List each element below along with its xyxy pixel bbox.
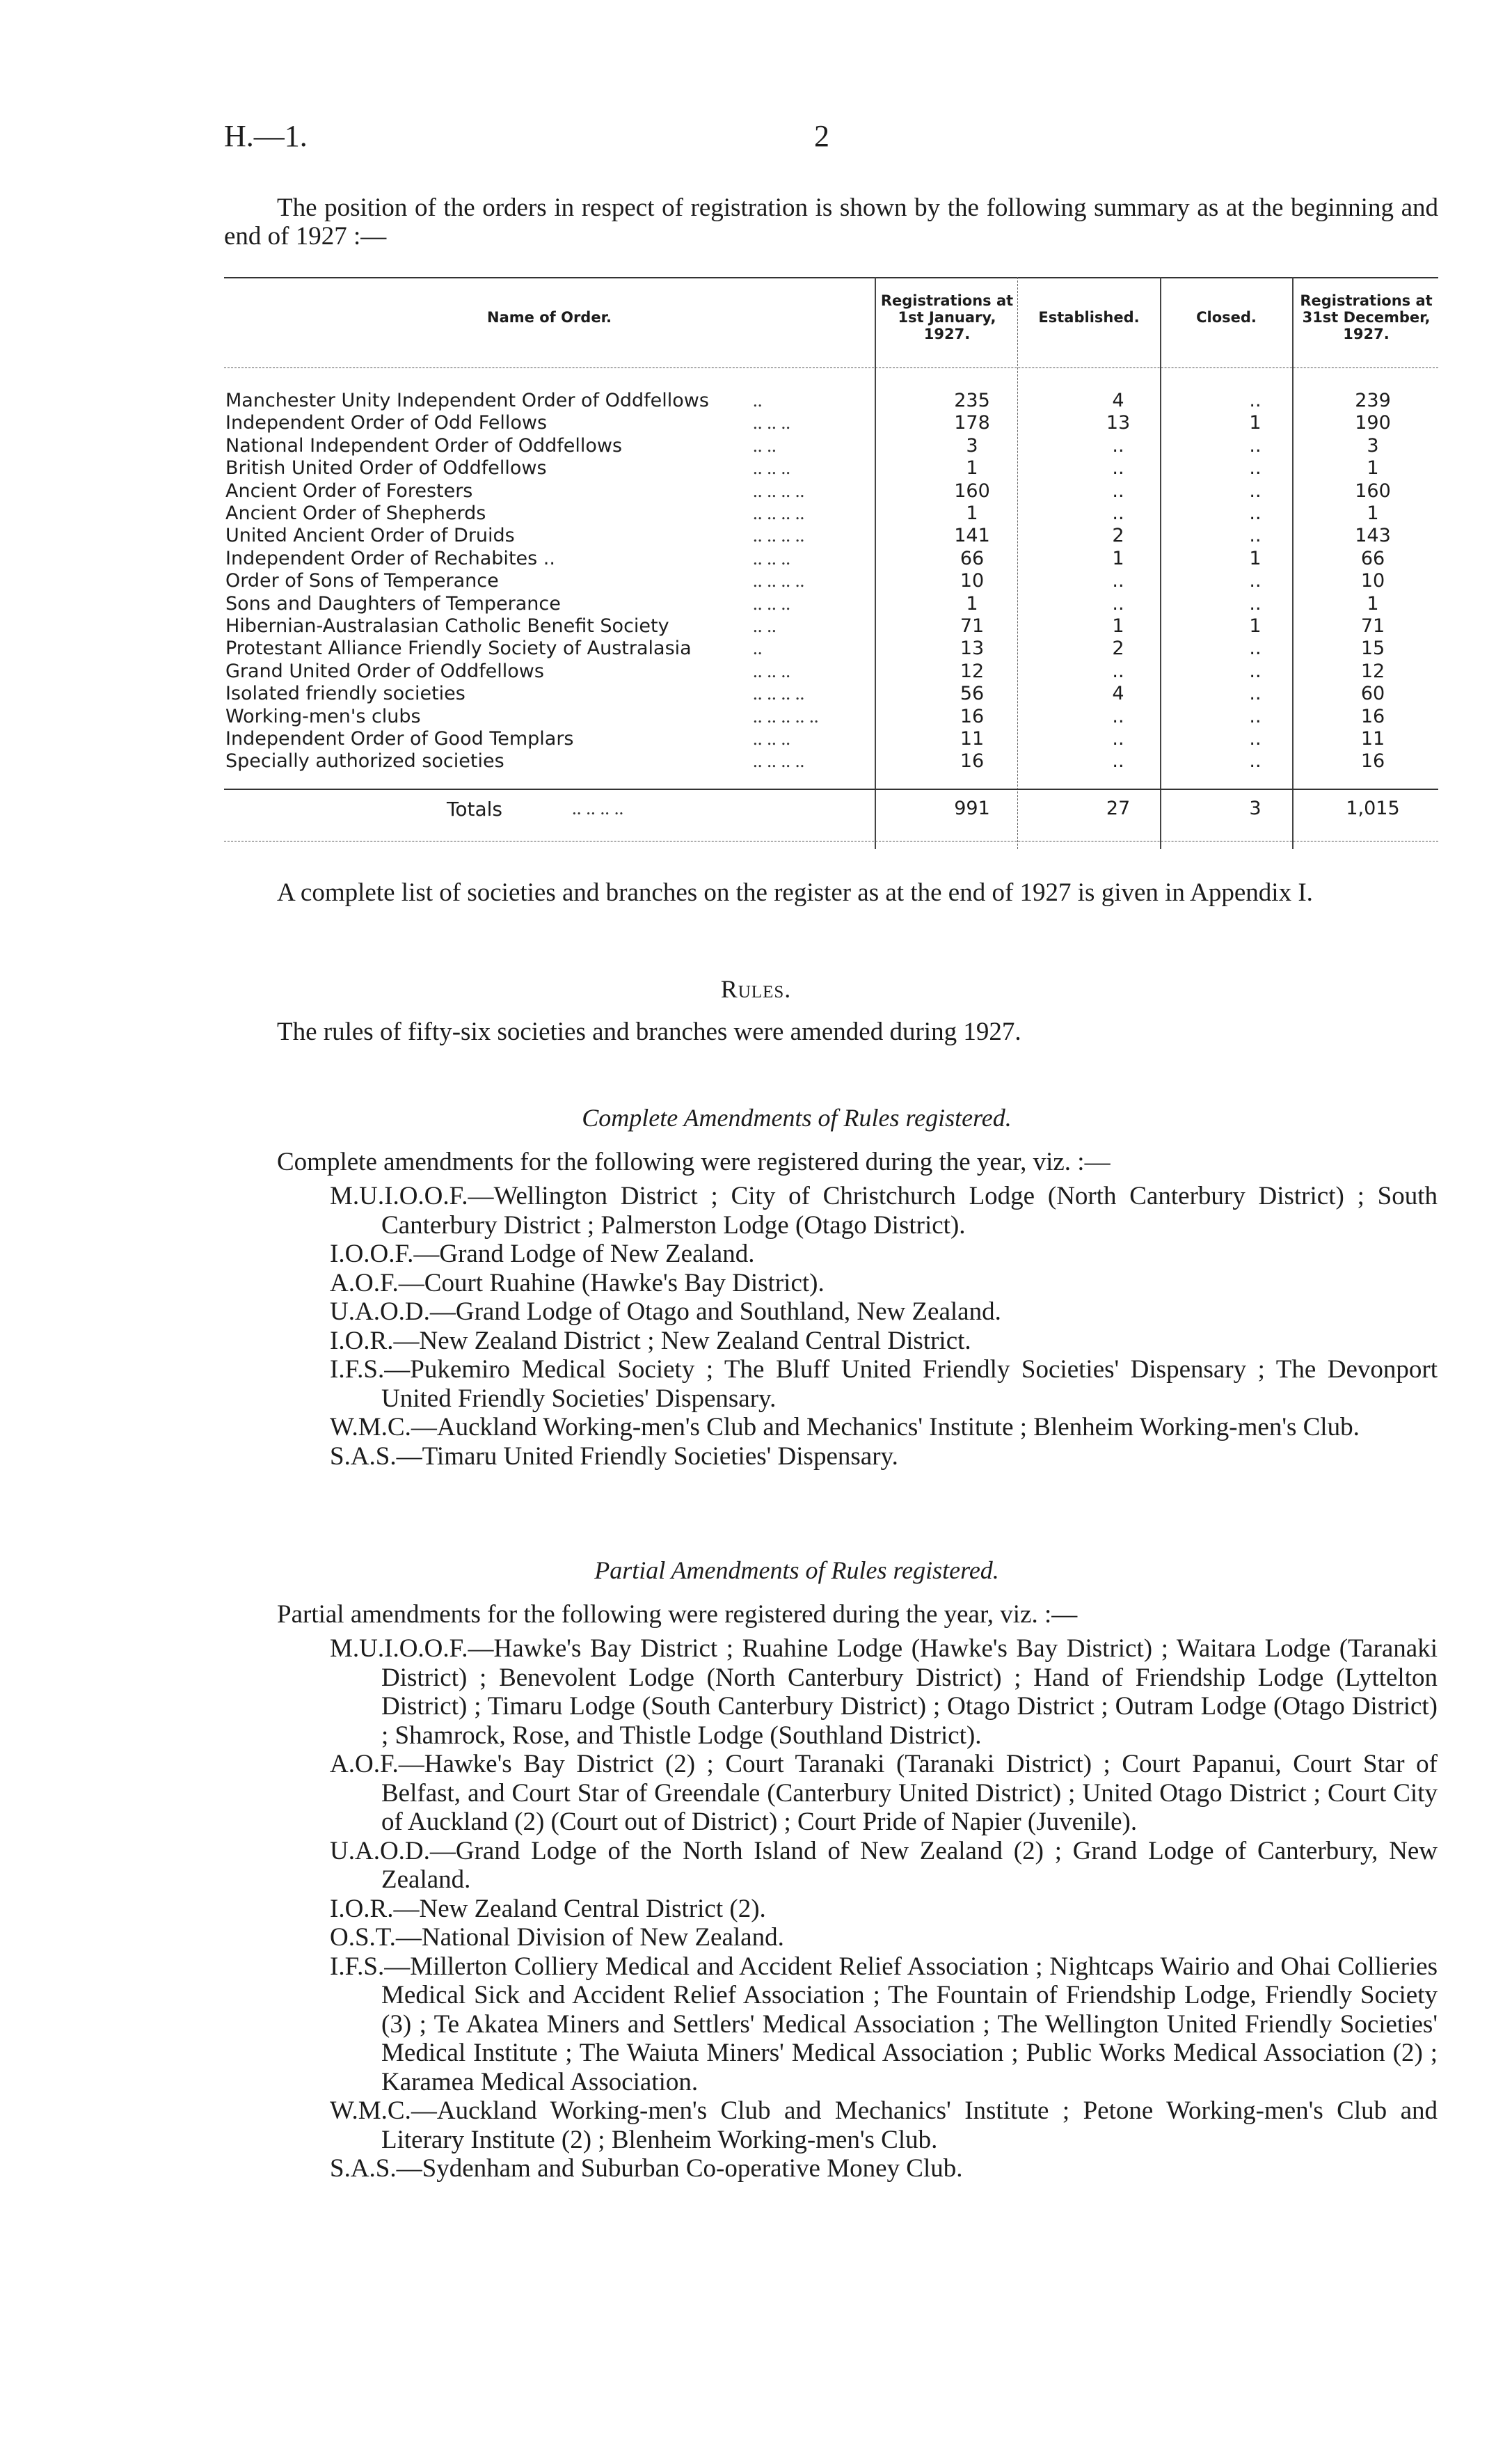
registrations-end: 11 xyxy=(1360,728,1385,750)
rules-paragraph: The rules of fifty-six societies and branches were amended during 1927. xyxy=(277,1018,1021,1046)
header-registrations-start: Registrations at 1st January, 1927. xyxy=(880,292,1014,342)
registrations-start: 56 xyxy=(960,683,985,705)
table-row xyxy=(224,390,1438,412)
table-row xyxy=(224,593,1438,615)
registrations-end: 160 xyxy=(1355,480,1391,502)
established-count: .. xyxy=(1112,457,1124,480)
closed-count: .. xyxy=(1249,570,1262,592)
registrations-end: 16 xyxy=(1360,705,1385,727)
table-top-rule xyxy=(224,277,1438,278)
closed-count: .. xyxy=(1249,434,1262,457)
order-name: Hibernian-Australasian Catholic Benefit Society xyxy=(225,615,669,637)
header-registrations-end: Registrations at 31st December, 1927. xyxy=(1300,292,1433,342)
list-item: M.U.I.O.O.F.—Hawke's Bay District ; Ruahine Lodge (Hawke's Bay District) ; Waitara Lodge (Taranaki District) ; Benevolent Lodge (North Canterbury District) ; Hand of Friendship Lodge (Lyttelton District) ; Timaru Lodge (South Canterbury District) ; Otago District ; Outram Lodge (Otago District) ; Shamrock, Rose, and Thistle Lodge (Southland District). xyxy=(330,1634,1438,1750)
closed-count: .. xyxy=(1249,503,1262,524)
leader-dots: .. .. .. .. xyxy=(753,503,805,523)
closed-count: .. xyxy=(1249,457,1262,480)
table-row xyxy=(224,706,1438,728)
established-count: .. xyxy=(1112,570,1124,592)
established-count: .. xyxy=(1112,592,1124,615)
closed-count: .. xyxy=(1249,660,1262,682)
page-number: 2 xyxy=(814,119,829,153)
leader-dots: .. .. .. xyxy=(753,660,790,681)
partial-amendments-lead: Partial amendments for the following were registered during the year, viz. :— xyxy=(277,1600,1078,1629)
order-name: Order of Sons of Temperance xyxy=(225,570,499,592)
list-item: M.U.I.O.O.F.—Wellington District ; City of Christchurch Lodge (North Canterbury District) ; South Canterbury District ; Palmerston Lodge (Otago District). xyxy=(330,1182,1438,1240)
registrations-end: 1 xyxy=(1367,592,1379,615)
table-row xyxy=(224,412,1438,434)
registrations-start: 160 xyxy=(954,480,990,502)
order-name: Sons and Daughters of Temperance xyxy=(225,592,561,615)
complete-amendments-heading: Complete Amendments of Rules registered. xyxy=(582,1104,1012,1132)
order-name: Independent Order of Rechabites .. xyxy=(225,547,555,569)
established-count: 1 xyxy=(1112,547,1124,569)
closed-count: .. xyxy=(1249,705,1262,727)
leader-dots: .. .. .. .. xyxy=(753,683,805,704)
table-row xyxy=(224,435,1438,457)
registrations-end: 1 xyxy=(1367,457,1379,480)
leader-dots: .. .. xyxy=(753,434,777,456)
closed-count: 1 xyxy=(1249,615,1262,637)
order-name: National Independent Order of Oddfellows xyxy=(225,434,623,457)
header-established: Established. xyxy=(1038,309,1140,326)
registrations-end: 71 xyxy=(1360,615,1385,637)
established-count: 2 xyxy=(1112,638,1124,660)
leader-dots: .. .. .. xyxy=(753,412,790,434)
list-item: U.A.O.D.—Grand Lodge of Otago and Southland, New Zealand. xyxy=(330,1297,1001,1326)
registrations-start: 1 xyxy=(966,503,978,524)
table-row xyxy=(224,750,1438,773)
registrations-start: 10 xyxy=(960,570,985,592)
list-item: I.O.R.—New Zealand District ; New Zealand Central District. xyxy=(330,1326,971,1355)
order-name: Specially authorized societies xyxy=(225,750,504,773)
registrations-start: 12 xyxy=(960,660,985,682)
registrations-end: 239 xyxy=(1355,390,1391,411)
closed-count: .. xyxy=(1249,390,1262,411)
registrations-end: 15 xyxy=(1360,638,1385,660)
closed-count: .. xyxy=(1249,683,1262,705)
totals-row xyxy=(224,798,1438,820)
leader-dots: .. .. .. .. xyxy=(753,525,805,546)
established-count: .. xyxy=(1112,434,1124,457)
established-count: 2 xyxy=(1112,525,1124,547)
closed-count: .. xyxy=(1249,728,1262,750)
leader-dots: .. xyxy=(753,390,763,411)
partial-amendments-heading: Partial Amendments of Rules registered. xyxy=(594,1556,999,1584)
closed-count: 1 xyxy=(1249,547,1262,569)
appendix-paragraph: A complete list of societies and branches on the register as at the end of 1927 is given in Appendix I. xyxy=(277,878,1313,907)
totals-end: 1,015 xyxy=(1346,798,1400,819)
leader-dots: .. .. .. .. .. xyxy=(753,705,819,727)
closed-count: .. xyxy=(1249,750,1262,773)
established-count: 4 xyxy=(1112,683,1124,705)
registrations-end: 60 xyxy=(1360,683,1385,705)
order-name: Isolated friendly societies xyxy=(225,683,465,705)
established-count: 13 xyxy=(1106,412,1131,434)
closed-count: .. xyxy=(1249,592,1262,615)
established-count: 1 xyxy=(1112,615,1124,637)
order-name: Working-men's clubs xyxy=(225,705,421,727)
leader-dots: .. xyxy=(753,638,763,659)
table-row xyxy=(224,638,1438,660)
closed-count: .. xyxy=(1249,525,1262,547)
registrations-end: 1 xyxy=(1367,503,1379,524)
leader-dots: .. .. .. xyxy=(753,592,790,614)
registration-summary-table xyxy=(224,277,1438,849)
list-item: I.O.R.—New Zealand Central District (2). xyxy=(330,1894,766,1923)
established-count: .. xyxy=(1112,660,1124,682)
order-name: Protestant Alliance Friendly Society of Australasia xyxy=(225,638,692,660)
registrations-end: 12 xyxy=(1360,660,1385,682)
registrations-start: 66 xyxy=(960,547,985,569)
registrations-start: 235 xyxy=(954,390,990,411)
list-item: W.M.C.—Auckland Working-men's Club and Mechanics' Institute ; Petone Working-men's Club and Literary Institute (2) ; Blenheim Working-men's Club. xyxy=(330,2096,1438,2154)
complete-amendments-list xyxy=(330,1182,1438,1471)
closed-count: .. xyxy=(1249,480,1262,502)
closed-count: 1 xyxy=(1249,412,1262,434)
list-item: S.A.S.—Timaru United Friendly Societies' Dispensary. xyxy=(330,1441,898,1471)
list-item: S.A.S.—Sydenham and Suburban Co-operative Money Club. xyxy=(330,2154,963,2183)
established-count: .. xyxy=(1112,503,1124,524)
registrations-start: 1 xyxy=(966,457,978,480)
leader-dots: .. .. .. xyxy=(753,728,790,749)
closed-count: .. xyxy=(1249,638,1262,660)
registrations-start: 178 xyxy=(954,412,990,434)
leader-dots: .. .. .. .. xyxy=(753,480,805,501)
registrations-start: 16 xyxy=(960,750,985,773)
leader-dots: .. .. .. .. xyxy=(753,570,805,592)
intro-paragraph: The position of the orders in respect of registration is shown by the following summary as at the beginning and end of 1927 :— xyxy=(224,193,1438,251)
table-row xyxy=(224,480,1438,503)
table-row xyxy=(224,683,1438,705)
order-name: Ancient Order of Shepherds xyxy=(225,503,486,524)
totals-start: 991 xyxy=(954,798,990,819)
totals-label: Totals xyxy=(447,798,502,821)
table-row xyxy=(224,503,1438,525)
list-item: I.F.S.—Pukemiro Medical Society ; The Bluff United Friendly Societies' Dispensary ; The Devonport United Friendly Societies' Dispensary. xyxy=(330,1355,1438,1413)
list-item: A.O.F.—Court Ruahine (Hawke's Bay District). xyxy=(330,1268,825,1297)
established-count: .. xyxy=(1112,705,1124,727)
registrations-start: 1 xyxy=(966,592,978,615)
list-item: I.F.S.—Millerton Colliery Medical and Accident Relief Association ; Nightcaps Wairio and Ohai Collieries Medical Sick and Accident Relief Association ; The Fountain of Friendship Lodge, Friendly Society (3) ; Te Akatea Miners and Settlers' Medical Association ; The Wellington United Friendly Societies' Medical Institute ; The Waiuta Miners' Medical Association ; Public Works Medical Association (2) ; Karamea Medical Association. xyxy=(330,1952,1438,2096)
table-row xyxy=(224,548,1438,570)
totals-established: 27 xyxy=(1106,798,1131,819)
header-closed: Closed. xyxy=(1196,309,1257,326)
table-row xyxy=(224,457,1438,480)
leader-dots: .. .. xyxy=(753,615,777,636)
registrations-start: 141 xyxy=(954,525,990,547)
registrations-start: 16 xyxy=(960,705,985,727)
table-row xyxy=(224,728,1438,750)
registrations-start: 71 xyxy=(960,615,985,637)
table-row xyxy=(224,615,1438,638)
complete-amendments-lead: Complete amendments for the following were registered during the year, viz. :— xyxy=(277,1148,1111,1176)
order-name: Independent Order of Good Templars xyxy=(225,728,574,750)
report-code: H.—1. xyxy=(224,119,308,153)
order-name: Independent Order of Odd Fellows xyxy=(225,412,548,434)
established-count: 4 xyxy=(1112,390,1124,411)
totals-rule xyxy=(224,789,1438,790)
list-item: U.A.O.D.—Grand Lodge of the North Island of New Zealand (2) ; Grand Lodge of Canterbury, New Zealand. xyxy=(330,1836,1438,1894)
leader-dots: .. .. .. xyxy=(753,457,790,479)
order-name: United Ancient Order of Druids xyxy=(225,525,515,547)
leader-dots: .. .. .. .. xyxy=(753,750,805,772)
order-name: Grand United Order of Oddfellows xyxy=(225,660,544,682)
list-item: O.S.T.—National Division of New Zealand. xyxy=(330,1923,784,1952)
registrations-end: 190 xyxy=(1355,412,1391,434)
registrations-end: 66 xyxy=(1360,547,1385,569)
established-count: .. xyxy=(1112,728,1124,750)
totals-closed: 3 xyxy=(1249,798,1262,819)
leader-dots: .. .. .. .. xyxy=(572,798,624,819)
registrations-end: 3 xyxy=(1367,434,1379,457)
table-row xyxy=(224,570,1438,592)
order-name: Manchester Unity Independent Order of Oddfellows xyxy=(225,390,709,411)
rules-heading: Rules. xyxy=(720,975,792,1003)
registrations-end: 143 xyxy=(1355,525,1391,547)
registrations-end: 16 xyxy=(1360,750,1385,773)
registrations-start: 3 xyxy=(966,434,978,457)
registrations-start: 11 xyxy=(960,728,985,750)
partial-amendments-list xyxy=(330,1634,1438,2183)
order-name: Ancient Order of Foresters xyxy=(225,480,473,502)
registrations-end: 10 xyxy=(1360,570,1385,592)
header-name-of-order: Name of Order. xyxy=(487,309,612,326)
table-row xyxy=(224,525,1438,547)
established-count: .. xyxy=(1112,750,1124,773)
established-count: .. xyxy=(1112,480,1124,502)
list-item: W.M.C.—Auckland Working-men's Club and Mechanics' Institute ; Blenheim Working-men's Club. xyxy=(330,1413,1360,1441)
order-name: British United Order of Oddfellows xyxy=(225,457,547,480)
list-item: A.O.F.—Hawke's Bay District (2) ; Court Taranaki (Taranaki District) ; Court Papanui, Court Star of Belfast, and Court Star of Greendale (Canterbury United District) ; United Otago District ; Court City of Auckland (2) (Court out of District) ; Court Pride of Napier (Juvenile). xyxy=(330,1750,1438,1836)
leader-dots: .. .. .. xyxy=(753,547,790,569)
list-item: I.O.O.F.—Grand Lodge of New Zealand. xyxy=(330,1240,755,1268)
table-row xyxy=(224,661,1438,683)
registrations-start: 13 xyxy=(960,638,985,660)
